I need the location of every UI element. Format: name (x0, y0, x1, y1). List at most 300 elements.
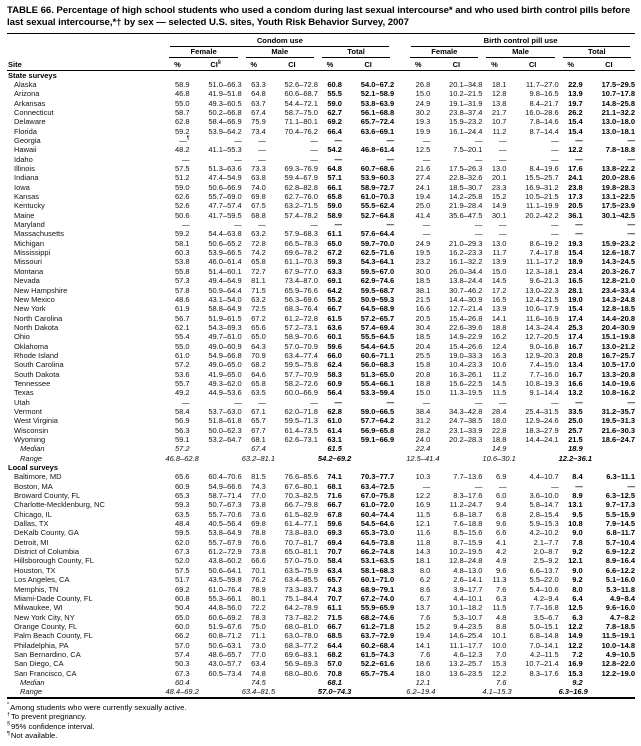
value-cell: — (498, 397, 507, 407)
ci-column-header: CI (266, 58, 318, 71)
value-cell: 58.9 (327, 210, 342, 220)
value-cell: 12.2 (568, 640, 583, 650)
value-cell: 58.4 (327, 556, 342, 566)
value-cell: 65.7 (327, 575, 342, 585)
table-row (7, 622, 635, 631)
value-cell: 58.8–64.9 (208, 304, 242, 314)
value-cell (266, 678, 318, 687)
value-cell: 58.7–75.0 (284, 107, 318, 117)
value-cell: 10.1–18.2 (449, 603, 483, 613)
value-cell: 51.9–61.5 (208, 313, 242, 323)
value-cell: 10.5–21.5 (525, 192, 559, 202)
value-cell: 13.9 (491, 304, 507, 314)
value-cell: 7.8–18.5 (605, 621, 635, 631)
value-cell: 55.4 (174, 332, 190, 342)
value-cell: 14.6–25.4 (449, 631, 483, 641)
value-cell: 70.1 (251, 565, 266, 575)
value-cell: 11.2–24.7 (449, 500, 483, 510)
value-cell: 28.2 (415, 425, 431, 435)
value-cell: 69.1 (327, 276, 342, 286)
value-cell: 63.5–75.9 (284, 565, 318, 575)
site-cell: Delaware (14, 117, 46, 127)
value-cell: — (498, 154, 507, 164)
value-cell: 44.8–56.0 (208, 603, 242, 613)
value-cell: 68.5 (327, 631, 342, 641)
value-cell: 23.8–37.4 (449, 107, 483, 117)
value-cell: 61.5 (327, 444, 342, 454)
value-cell: 63.7 (251, 98, 266, 108)
value-cell: 63.4–81.5 (241, 687, 276, 697)
value-cell: — (474, 481, 483, 491)
value-cell: 59.6 (327, 341, 342, 351)
value-cell: 15.6–22.5 (449, 378, 483, 388)
value-cell: 57.2 (174, 444, 190, 454)
value-cell: 14.9–22.9 (449, 332, 483, 342)
value-cell: 78.3 (251, 612, 266, 622)
value-cell: 54.4–63.8 (208, 229, 242, 239)
value-cell: 63.2 (251, 229, 266, 239)
value-cell: 59.2 (174, 126, 190, 136)
value-cell: 23.1–33.9 (449, 425, 483, 435)
value-cell: 65.0 (251, 332, 266, 342)
value-cell: — (551, 220, 559, 230)
value-cell: 8.3–17.6 (529, 668, 559, 678)
value-cell: 69.2 (174, 584, 190, 594)
value-cell: — (386, 154, 395, 164)
table-row (7, 687, 635, 697)
value-cell: 25.0 (568, 416, 583, 426)
value-cell: 12.7–21.4 (449, 304, 483, 314)
site-cell: Tennessee (14, 378, 51, 388)
value-cell: 52.1–58.9 (360, 89, 395, 99)
value-cell: 14.9 (568, 631, 583, 641)
value-cell: 21.5 (415, 294, 431, 304)
value-cell: 74.1 (327, 472, 342, 482)
value-cell: 70.3–77.7 (360, 472, 395, 482)
value-cell: — (234, 154, 242, 164)
value-cell: 46.0–61.4 (208, 257, 242, 267)
value-cell: 65.7–72.4 (360, 117, 395, 127)
value-cell: 19.0–33.3 (449, 350, 483, 360)
value-cell: 57.0 (327, 659, 342, 669)
value-cell: 18.8 (491, 435, 507, 444)
value-cell (190, 444, 242, 453)
value-cell: 65.6 (251, 322, 266, 332)
section-label: State surveys (8, 70, 57, 80)
value-cell: 5.4–10.6 (529, 584, 559, 594)
value-cell: 10.2–21.5 (449, 89, 483, 99)
table-row (7, 201, 635, 210)
value-cell: 16.9 (568, 659, 583, 669)
value-cell: 18.5 (415, 276, 431, 286)
value-cell: 8.0 (572, 584, 583, 594)
value-cell: 2.8–15.4 (529, 509, 559, 519)
value-cell: 56.9–65.8 (360, 425, 395, 435)
table-row (7, 127, 635, 136)
value-cell: 64.2–78.9 (284, 603, 318, 613)
value-cell: 66.7 (327, 621, 342, 631)
value-cell: 18.1 (415, 556, 431, 566)
value-cell: 30.0 (415, 266, 431, 276)
value-cell: 10.8–19.3 (525, 378, 559, 388)
value-cell: 7.8–18.8 (605, 145, 635, 155)
site-cell: Utah (14, 397, 30, 407)
site-cell: San Bernardino, CA (14, 649, 81, 659)
value-cell: 70.3–82.5 (284, 491, 318, 501)
value-cell: 52.6 (174, 201, 190, 211)
value-cell: 4.9–8.4 (609, 593, 635, 603)
site-cell: Mississippi (14, 248, 51, 258)
value-cell: 12.8–18.5 (601, 304, 635, 314)
value-cell: 60.0–66.9 (284, 388, 318, 398)
gutter-cell (394, 117, 406, 126)
ci-column-header: CI§ (190, 58, 242, 71)
value-cell: 25.0 (415, 201, 431, 211)
gutter-cell (394, 575, 406, 584)
value-cell: 14.0–19.6 (601, 378, 635, 388)
site-cell: Broward County, FL (14, 491, 81, 501)
value-cell: 63.5 (251, 388, 266, 398)
site-cell: Ohio (14, 332, 30, 342)
value-cell: 21.5 (568, 435, 583, 444)
value-cell (430, 444, 482, 453)
value-cell: 59.5–67.0 (360, 266, 395, 276)
value-cell: 12.7–20.5 (525, 332, 559, 342)
table-row (7, 323, 635, 332)
value-cell: 8.8 (496, 621, 507, 631)
table-row (7, 594, 635, 603)
gutter-cell (394, 58, 406, 71)
value-cell: 74.8 (251, 668, 266, 678)
value-cell: 19.5 (415, 248, 431, 258)
value-cell: 63.1 (327, 435, 342, 444)
value-cell: 9.6–16.0 (605, 603, 635, 613)
value-cell: 9.4–23.5 (453, 621, 483, 631)
pct-column-header: % (318, 58, 342, 71)
value-cell: 21.0–29.3 (449, 238, 483, 248)
value-cell: 62.9–74.6 (360, 276, 395, 286)
gutter-cell (394, 416, 406, 425)
value-cell: — (422, 136, 431, 145)
value-cell: 48.4 (174, 519, 190, 529)
gutter-cell (394, 594, 406, 603)
value-cell: 61.1 (327, 603, 342, 613)
value-cell: 25.4–31.5 (525, 406, 559, 416)
value-cell: 63.0–78.0 (284, 631, 318, 641)
gutter-cell (394, 239, 406, 248)
value-cell: 55.7–69.0 (208, 192, 242, 202)
value-cell: 23.4 (568, 266, 583, 276)
value-cell: 63.2–71.5 (284, 201, 318, 211)
value-cell: 61.2–72.9 (208, 547, 242, 557)
value-cell: 17.5–23.9 (601, 201, 635, 211)
table-row (7, 416, 635, 425)
value-cell: 22.6–39.6 (449, 322, 483, 332)
value-cell: 13.8 (491, 98, 507, 108)
value-cell: 61.1 (327, 229, 342, 239)
gutter-cell (394, 407, 406, 416)
value-cell: 57.2 (174, 360, 190, 370)
value-cell: 6.8–18.7 (453, 509, 483, 519)
value-cell: 60.7–68.6 (360, 164, 395, 174)
value-cell: 52.2–61.6 (360, 659, 395, 669)
value-cell: 8.5–15.6 (453, 528, 483, 538)
value-cell: 17.3 (568, 192, 583, 202)
value-cell: 10.8–16.2 (601, 388, 635, 398)
value-cell: 57.9–68.3 (284, 229, 318, 239)
site-cell: Hillsborough County, FL (14, 556, 94, 566)
value-cell: 50.6–64.1 (208, 565, 242, 575)
value-cell: 53.9–64.2 (208, 126, 242, 136)
value-cell: 22.8–32.6 (449, 173, 483, 183)
value-cell: 9.4 (496, 500, 507, 510)
value-cell: 58.9–72.7 (360, 182, 395, 192)
value-cell: 17.4 (568, 313, 583, 323)
value-cell: 55.7–67.9 (208, 537, 242, 547)
gutter-cell (394, 304, 406, 313)
value-cell: 7.6 (496, 584, 507, 594)
site-cell: Hawaii (14, 145, 37, 155)
value-cell: 67.2–74.0 (360, 593, 395, 603)
value-cell: 10.5–17.0 (601, 360, 635, 370)
site-cell: South Carolina (14, 360, 64, 370)
value-cell: 16.1–24.4 (449, 126, 483, 136)
value-cell: 20.2–42.2 (525, 210, 559, 220)
value-cell: — (310, 397, 318, 407)
value-cell: 13.0–21.2 (601, 341, 635, 351)
table-row (7, 519, 635, 528)
value-cell: 59.5–68.7 (360, 285, 395, 295)
value-cell: 57.7–70.9 (284, 369, 318, 379)
value-cell: 61.0–70.3 (360, 192, 395, 202)
value-cell: 41.7–59.5 (208, 210, 242, 220)
value-cell: 8.0 (419, 565, 431, 575)
value-cell: 60.4 (174, 677, 190, 687)
gutter-cell (394, 99, 406, 108)
value-cell: — (334, 220, 342, 230)
value-cell: 13.7 (415, 603, 431, 613)
value-cell: 67.7 (251, 425, 266, 435)
gutter-cell (394, 80, 406, 89)
table-body (7, 70, 635, 698)
value-cell: 16.0–28.6 (525, 107, 559, 117)
value-cell: 6.9–12.2 (605, 547, 635, 557)
value-cell: 12.1 (568, 556, 583, 566)
value-cell: 21.6 (415, 164, 431, 174)
site-cell: Palm Beach County, FL (14, 631, 93, 641)
value-cell: — (422, 220, 431, 230)
gutter-cell (394, 482, 406, 491)
value-cell: 53.8–64.9 (208, 528, 242, 538)
site-cell: Texas (14, 388, 34, 398)
value-cell: 12.5 (415, 145, 431, 155)
value-cell: —¶ (179, 135, 190, 145)
value-cell: 76.2 (251, 575, 266, 585)
value-cell: 73.8 (251, 547, 266, 557)
value-cell: 6.7 (419, 593, 431, 603)
value-cell: 43.0–57.7 (208, 659, 242, 669)
value-cell: 31.2–35.7 (601, 406, 635, 416)
value-cell: — (627, 220, 635, 230)
table-row (7, 556, 635, 565)
value-cell: 5.0–15.1 (529, 621, 559, 631)
value-cell: 65.7–75.4 (360, 668, 395, 678)
value-cell: 20.8 (568, 350, 583, 360)
value-cell: 16.7–25.7 (601, 350, 635, 360)
value-cell: 73.6 (251, 509, 266, 519)
value-cell: 73.4 (251, 126, 266, 136)
value-cell: 4.2–9.4 (533, 593, 559, 603)
value-cell: 19.3 (415, 117, 431, 127)
value-cell: 55.0 (174, 341, 190, 351)
value-cell: 60.8–71.2 (208, 631, 242, 641)
value-cell: 9.0–16.8 (529, 341, 559, 351)
table-row (7, 360, 635, 369)
value-cell: 4.8 (496, 612, 507, 622)
value-cell: — (334, 397, 342, 407)
gutter-cell (394, 286, 406, 295)
value-cell: 67.9–77.0 (284, 266, 318, 276)
table-row (7, 547, 635, 556)
site-cell: Oklahoma (14, 341, 49, 351)
site-cell: Los Angeles, CA (14, 575, 70, 585)
value-cell: 19.0 (568, 294, 583, 304)
table-row (7, 388, 635, 397)
value-cell: 11.5 (416, 509, 431, 519)
value-cell: 15.4 (568, 248, 583, 258)
value-cell: 6.3–11.1 (606, 472, 635, 482)
value-cell: 71.5 (327, 612, 342, 622)
value-cell: 15.0 (415, 388, 431, 398)
value-cell: 15.1–19.8 (601, 332, 635, 342)
value-cell: 7.4–15.0 (529, 360, 559, 370)
value-cell: 9.2 (572, 575, 583, 585)
value-cell: 6.4 (572, 593, 583, 603)
value-cell: 22.9 (568, 79, 583, 89)
value-cell: 51.7 (174, 575, 190, 585)
value-cell: 57.0–70.9 (284, 341, 318, 351)
value-cell: 50.9–64.4 (208, 285, 242, 295)
value-cell: 61.2–72.8 (284, 313, 318, 323)
value-cell: 60.9 (174, 481, 190, 491)
value-cell: — (258, 397, 266, 407)
value-cell: 80.1 (251, 593, 266, 603)
value-cell: 62.8 (174, 117, 190, 127)
section-header-row (7, 70, 635, 80)
value-cell: — (474, 220, 483, 230)
site-cell: Arizona (14, 89, 40, 99)
site-cell: DeKalb County, GA (14, 528, 79, 538)
table-row (7, 89, 635, 98)
value-cell: 18.5–30.7 (449, 182, 483, 192)
value-cell: 61.1–70.3 (284, 257, 318, 267)
value-cell: 56.3 (174, 425, 190, 435)
value-cell: 63.4–77.4 (284, 350, 318, 360)
gutter-cell (394, 556, 406, 565)
gutter-cell (394, 47, 406, 58)
value-cell: 10.6–17.9 (525, 304, 559, 314)
gutter-cell (394, 257, 406, 266)
pct-column-header: % (559, 58, 583, 71)
value-cell: 54.3–69.3 (208, 322, 242, 332)
value-cell: — (182, 397, 190, 407)
value-cell: 15.2 (415, 621, 431, 631)
value-cell: 10.3 (415, 472, 431, 482)
table-row (7, 482, 635, 491)
value-cell: 50.4 (174, 603, 190, 613)
value-cell: 9.2 (572, 547, 583, 557)
value-cell: 16.5 (568, 276, 583, 286)
value-cell: 26.8 (415, 79, 431, 89)
value-cell: 68.0–80.6 (284, 668, 318, 678)
value-cell: 58.7–71.4 (208, 491, 242, 501)
gutter-cell (394, 687, 406, 697)
value-cell: 56.4 (327, 388, 342, 398)
footnotes (7, 703, 635, 741)
value-cell: 55.5–64.5 (360, 332, 395, 342)
value-cell: 59.1–66.9 (360, 435, 395, 444)
value-cell: 63.5 (174, 509, 190, 519)
site-cell: Boston, MA (14, 481, 53, 491)
value-cell: 60.4–70.6 (208, 472, 242, 482)
value-cell: 28.1 (568, 285, 583, 295)
value-cell: 18.0 (491, 416, 507, 426)
value-cell: 12.3–18.1 (525, 266, 559, 276)
value-cell: 51.2 (174, 173, 190, 183)
value-cell: 63.3 (327, 266, 342, 276)
value-cell: 20.8 (415, 369, 431, 379)
value-cell: 73.7–82.2 (284, 612, 318, 622)
value-cell: 59.0 (327, 98, 342, 108)
site-cell: New Hampshire (14, 285, 68, 295)
pct-column-header: % (482, 58, 506, 71)
value-cell: 8.7–14.4 (529, 126, 559, 136)
value-cell: 12.2 (415, 491, 431, 501)
value-cell: 60.6–71.1 (360, 350, 395, 360)
value-cell: 9.6 (496, 565, 507, 575)
data-table (7, 33, 635, 699)
value-cell: 15.3 (491, 659, 507, 669)
value-cell: 59.2 (174, 229, 190, 239)
value-cell: 14.1 (415, 640, 431, 650)
value-cell: 14.5 (491, 276, 507, 286)
value-cell: 10.1 (491, 631, 507, 641)
value-cell: 9.2 (572, 677, 583, 687)
value-cell: 4.6–12.3 (453, 649, 483, 659)
value-cell: 61.4 (327, 425, 342, 435)
value-cell: 48.6 (174, 294, 190, 304)
gutter-cell (394, 295, 406, 304)
value-cell: 20.3–26.7 (601, 266, 635, 276)
value-cell: 54.4–64.5 (360, 341, 395, 351)
value-cell: 49.0–65.0 (208, 360, 242, 370)
value-cell: 50.6–66.9 (208, 182, 242, 192)
footnote: *Among students who were currently sexually active. (7, 702, 187, 712)
value-cell: 60.4–74.4 (360, 509, 395, 519)
value-cell: 16.3–26.1 (449, 369, 483, 379)
value-cell: 66.1 (327, 182, 342, 192)
value-cell: 11.1–17.2 (525, 257, 559, 267)
gutter-cell (394, 360, 406, 369)
value-cell: 6.3 (496, 593, 507, 603)
value-cell: 54.2 (327, 145, 342, 155)
value-cell: 16.2–23.3 (449, 248, 483, 258)
value-cell: 69.4 (327, 537, 342, 547)
value-cell: 12.5–41.4 (406, 453, 440, 463)
value-cell: 46.8 (174, 89, 190, 99)
footnote: §95% confidence interval. (7, 721, 95, 731)
value-cell: 53.9–66.5 (208, 248, 242, 258)
